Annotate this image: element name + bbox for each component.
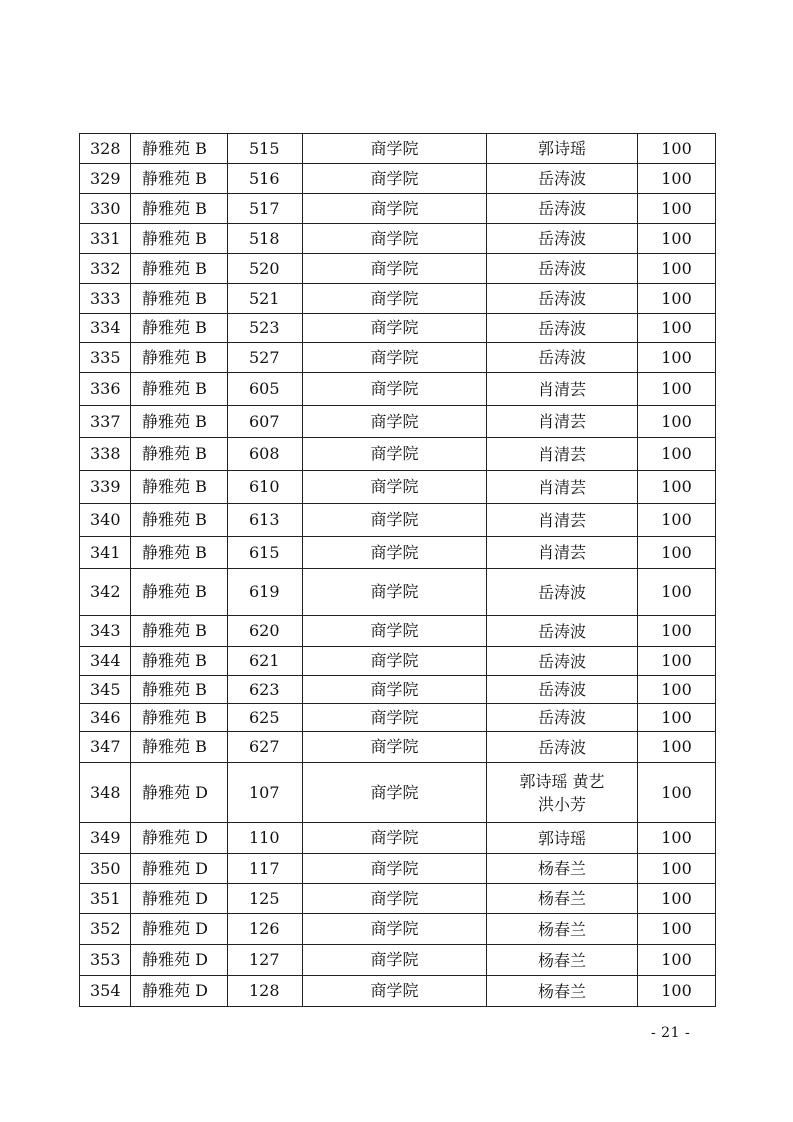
cell-manager: 肖清芸 [487, 438, 638, 471]
cell-number: 333 [80, 284, 131, 314]
cell-building: 静雅苑 D [131, 884, 228, 914]
cell-score: 100 [638, 224, 716, 254]
cell-room: 521 [228, 284, 303, 314]
cell-manager: 杨春兰 [487, 854, 638, 884]
table-row [80, 732, 716, 763]
cell-college: 商学院 [303, 945, 487, 976]
table-row [80, 504, 716, 537]
cell-building: 静雅苑 D [131, 763, 228, 823]
cell-room: 128 [228, 976, 303, 1007]
cell-building: 静雅苑 B [131, 373, 228, 406]
cell-manager: 郭诗瑶 [487, 134, 638, 164]
table-row [80, 884, 716, 914]
cell-score: 100 [638, 164, 716, 194]
cell-number: 342 [80, 569, 131, 616]
cell-manager: 肖清芸 [487, 471, 638, 504]
table-row [80, 763, 716, 823]
cell-manager: 岳涛波 [487, 194, 638, 224]
cell-college: 商学院 [303, 194, 487, 224]
cell-number: 349 [80, 823, 131, 854]
cell-manager: 岳涛波 [487, 732, 638, 763]
cell-score: 100 [638, 732, 716, 763]
cell-manager: 岳涛波 [487, 224, 638, 254]
cell-score: 100 [638, 616, 716, 647]
cell-college: 商学院 [303, 914, 487, 945]
table-row [80, 343, 716, 373]
cell-score: 100 [638, 194, 716, 224]
cell-building: 静雅苑 B [131, 224, 228, 254]
cell-number: 343 [80, 616, 131, 647]
cell-number: 334 [80, 314, 131, 343]
cell-manager: 杨春兰 [487, 914, 638, 945]
cell-number: 338 [80, 438, 131, 471]
cell-college: 商学院 [303, 616, 487, 647]
table-row [80, 314, 716, 343]
table-row [80, 676, 716, 704]
cell-score: 100 [638, 537, 716, 569]
cell-room: 608 [228, 438, 303, 471]
table-row [80, 945, 716, 976]
cell-college: 商学院 [303, 471, 487, 504]
cell-college: 商学院 [303, 254, 487, 284]
cell-score: 100 [638, 284, 716, 314]
cell-room: 607 [228, 406, 303, 438]
cell-manager: 肖清芸 [487, 537, 638, 569]
cell-score: 100 [638, 704, 716, 732]
cell-number: 350 [80, 854, 131, 884]
cell-score: 100 [638, 976, 716, 1007]
cell-score: 100 [638, 343, 716, 373]
cell-number: 345 [80, 676, 131, 704]
cell-manager: 肖清芸 [487, 406, 638, 438]
cell-number: 354 [80, 976, 131, 1007]
cell-college: 商学院 [303, 373, 487, 406]
cell-score: 100 [638, 373, 716, 406]
cell-score: 100 [638, 254, 716, 284]
cell-score: 100 [638, 763, 716, 823]
cell-college: 商学院 [303, 164, 487, 194]
table-row [80, 164, 716, 194]
cell-number: 339 [80, 471, 131, 504]
cell-college: 商学院 [303, 976, 487, 1007]
cell-college: 商学院 [303, 314, 487, 343]
cell-room: 523 [228, 314, 303, 343]
cell-room: 117 [228, 854, 303, 884]
table-row [80, 438, 716, 471]
cell-room: 619 [228, 569, 303, 616]
cell-manager: 郭诗瑶 黄艺 洪小芳 [487, 763, 638, 823]
cell-building: 静雅苑 B [131, 504, 228, 537]
page-number: - 21 - [651, 1025, 691, 1041]
cell-room: 126 [228, 914, 303, 945]
cell-building: 静雅苑 B [131, 164, 228, 194]
dormitory-score-table [79, 133, 716, 1007]
table-body [80, 134, 716, 1007]
cell-building: 静雅苑 B [131, 616, 228, 647]
cell-score: 100 [638, 569, 716, 616]
cell-building: 静雅苑 D [131, 976, 228, 1007]
cell-college: 商学院 [303, 406, 487, 438]
cell-manager: 岳涛波 [487, 704, 638, 732]
cell-manager: 岳涛波 [487, 676, 638, 704]
cell-number: 347 [80, 732, 131, 763]
cell-score: 100 [638, 823, 716, 854]
cell-building: 静雅苑 B [131, 438, 228, 471]
cell-manager: 岳涛波 [487, 254, 638, 284]
table-row [80, 224, 716, 254]
table-row [80, 914, 716, 945]
cell-room: 625 [228, 704, 303, 732]
cell-number: 353 [80, 945, 131, 976]
cell-number: 352 [80, 914, 131, 945]
cell-building: 静雅苑 B [131, 194, 228, 224]
cell-score: 100 [638, 438, 716, 471]
cell-building: 静雅苑 B [131, 343, 228, 373]
table-row [80, 616, 716, 647]
table-row [80, 406, 716, 438]
cell-college: 商学院 [303, 284, 487, 314]
cell-score: 100 [638, 854, 716, 884]
cell-number: 346 [80, 704, 131, 732]
table-row [80, 704, 716, 732]
cell-manager: 岳涛波 [487, 164, 638, 194]
cell-room: 615 [228, 537, 303, 569]
table-row [80, 569, 716, 616]
cell-number: 329 [80, 164, 131, 194]
cell-score: 100 [638, 134, 716, 164]
cell-room: 623 [228, 676, 303, 704]
cell-score: 100 [638, 914, 716, 945]
cell-room: 620 [228, 616, 303, 647]
table-row [80, 854, 716, 884]
cell-room: 605 [228, 373, 303, 406]
table-row [80, 284, 716, 314]
cell-room: 610 [228, 471, 303, 504]
cell-building: 静雅苑 B [131, 537, 228, 569]
cell-building: 静雅苑 B [131, 134, 228, 164]
cell-score: 100 [638, 471, 716, 504]
table-row [80, 976, 716, 1007]
cell-building: 静雅苑 B [131, 254, 228, 284]
cell-manager: 岳涛波 [487, 616, 638, 647]
cell-room: 516 [228, 164, 303, 194]
cell-college: 商学院 [303, 134, 487, 164]
cell-number: 337 [80, 406, 131, 438]
cell-college: 商学院 [303, 823, 487, 854]
cell-score: 100 [638, 406, 716, 438]
cell-manager: 郭诗瑶 [487, 823, 638, 854]
cell-manager: 杨春兰 [487, 945, 638, 976]
cell-number: 332 [80, 254, 131, 284]
cell-room: 110 [228, 823, 303, 854]
cell-college: 商学院 [303, 537, 487, 569]
cell-number: 331 [80, 224, 131, 254]
cell-college: 商学院 [303, 647, 487, 676]
cell-building: 静雅苑 B [131, 732, 228, 763]
cell-number: 344 [80, 647, 131, 676]
cell-score: 100 [638, 647, 716, 676]
cell-number: 340 [80, 504, 131, 537]
table-row [80, 134, 716, 164]
cell-manager: 肖清芸 [487, 504, 638, 537]
cell-room: 107 [228, 763, 303, 823]
table-row [80, 647, 716, 676]
cell-room: 515 [228, 134, 303, 164]
table-row [80, 823, 716, 854]
cell-manager: 岳涛波 [487, 314, 638, 343]
cell-score: 100 [638, 504, 716, 537]
cell-building: 静雅苑 B [131, 471, 228, 504]
cell-college: 商学院 [303, 343, 487, 373]
cell-building: 静雅苑 D [131, 823, 228, 854]
cell-number: 335 [80, 343, 131, 373]
cell-room: 613 [228, 504, 303, 537]
cell-room: 127 [228, 945, 303, 976]
cell-college: 商学院 [303, 854, 487, 884]
table-row [80, 373, 716, 406]
cell-building: 静雅苑 B [131, 406, 228, 438]
cell-college: 商学院 [303, 732, 487, 763]
cell-room: 527 [228, 343, 303, 373]
cell-building: 静雅苑 D [131, 945, 228, 976]
cell-number: 328 [80, 134, 131, 164]
cell-building: 静雅苑 B [131, 569, 228, 616]
cell-manager: 杨春兰 [487, 884, 638, 914]
cell-building: 静雅苑 B [131, 647, 228, 676]
cell-manager: 岳涛波 [487, 343, 638, 373]
cell-college: 商学院 [303, 676, 487, 704]
cell-score: 100 [638, 314, 716, 343]
cell-room: 517 [228, 194, 303, 224]
cell-college: 商学院 [303, 438, 487, 471]
cell-building: 静雅苑 D [131, 854, 228, 884]
cell-number: 341 [80, 537, 131, 569]
cell-number: 348 [80, 763, 131, 823]
cell-manager: 杨春兰 [487, 976, 638, 1007]
cell-college: 商学院 [303, 569, 487, 616]
cell-manager: 岳涛波 [487, 647, 638, 676]
cell-college: 商学院 [303, 504, 487, 537]
cell-room: 627 [228, 732, 303, 763]
cell-manager: 肖清芸 [487, 373, 638, 406]
cell-college: 商学院 [303, 884, 487, 914]
cell-manager: 岳涛波 [487, 284, 638, 314]
table-row [80, 537, 716, 569]
cell-score: 100 [638, 945, 716, 976]
cell-room: 518 [228, 224, 303, 254]
cell-building: 静雅苑 D [131, 914, 228, 945]
cell-room: 520 [228, 254, 303, 284]
cell-college: 商学院 [303, 763, 487, 823]
cell-college: 商学院 [303, 704, 487, 732]
table-row [80, 471, 716, 504]
cell-building: 静雅苑 B [131, 314, 228, 343]
cell-score: 100 [638, 676, 716, 704]
table-row [80, 254, 716, 284]
cell-room: 125 [228, 884, 303, 914]
cell-number: 336 [80, 373, 131, 406]
cell-number: 351 [80, 884, 131, 914]
cell-score: 100 [638, 884, 716, 914]
cell-manager: 岳涛波 [487, 569, 638, 616]
table-row [80, 194, 716, 224]
cell-number: 330 [80, 194, 131, 224]
cell-college: 商学院 [303, 224, 487, 254]
cell-building: 静雅苑 B [131, 284, 228, 314]
cell-building: 静雅苑 B [131, 704, 228, 732]
cell-building: 静雅苑 B [131, 676, 228, 704]
cell-room: 621 [228, 647, 303, 676]
